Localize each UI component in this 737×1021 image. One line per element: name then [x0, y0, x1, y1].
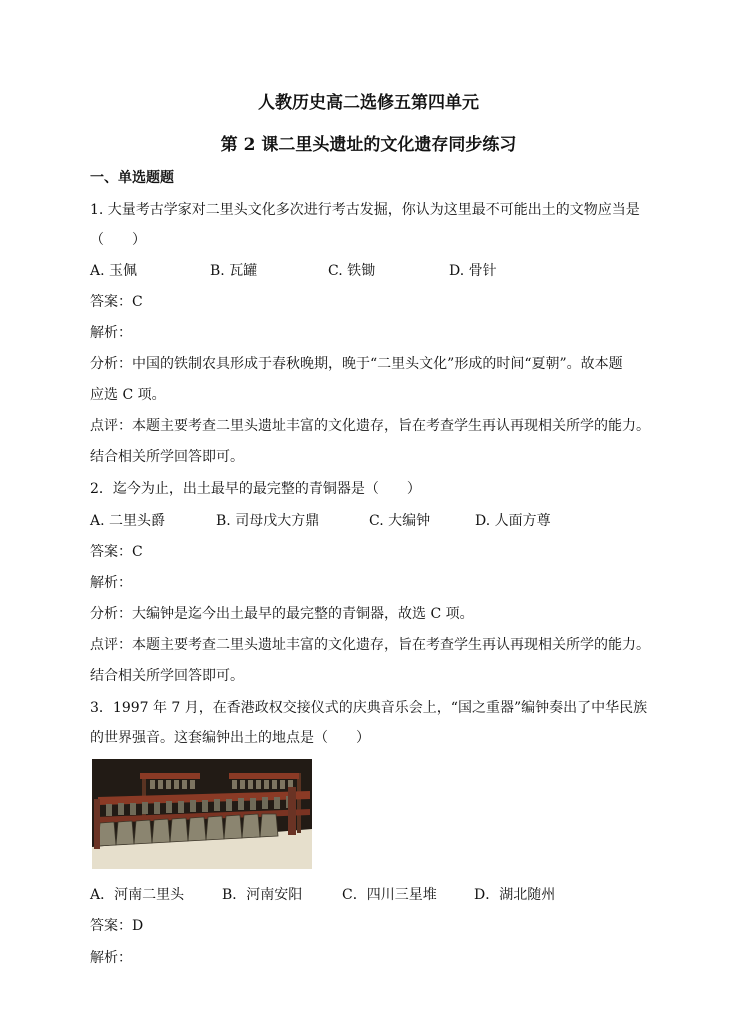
- q1-jiexi-label: 解析：: [90, 325, 132, 341]
- q2-analysis: 分析：大编钟是迄今出土最早的最完整的青铜器，故选 C 项。: [90, 606, 474, 622]
- q3-option-b: B．河南安阳: [222, 887, 303, 903]
- q1-answer: 答案：C: [90, 294, 143, 310]
- q2-option-c: C. 大编钟: [369, 513, 431, 529]
- bianzhong-bells-photo: [92, 759, 312, 869]
- q1-option-d: D. 骨针: [449, 263, 497, 279]
- q2-answer: 答案：C: [90, 544, 143, 560]
- q2-stem: 2．迄今为止，出土最早的最完整的青铜器是（ ）: [90, 481, 421, 497]
- q1-option-a: A. 玉佩: [90, 263, 138, 279]
- section-heading: 一、单选题题: [90, 170, 174, 186]
- q2-option-b: B. 司母戊大方鼎: [216, 513, 320, 529]
- q1-stem-line2: （ ）: [90, 232, 146, 248]
- q1-option-c: C. 铁锄: [328, 263, 376, 279]
- q1-analysis-line2: 应选 C 项。: [90, 387, 166, 403]
- title-unit: 人教历史高二选修五第四单元: [258, 93, 479, 113]
- q2-comment-line1: 点评：本题主要考查二里头遗址丰富的文化遗存，旨在考查学生再认再现相关所学的能力。: [90, 637, 650, 653]
- q3-option-c: C．四川三星堆: [342, 887, 437, 903]
- q3-jiexi-label: 解析：: [90, 950, 132, 966]
- q1-comment-line1: 点评：本题主要考查二里头遗址丰富的文化遗存，旨在考查学生再认再现相关所学的能力。: [90, 418, 650, 434]
- q2-option-d: D. 人面方尊: [475, 513, 551, 529]
- q3-stem-line1: 3．1997 年 7 月，在香港政权交接仪式的庆典音乐会上，“国之重器”编钟奏出了中华民族: [90, 700, 648, 716]
- q3-option-d: D．湖北随州: [474, 887, 556, 903]
- q1-comment-line2: 结合相关所学回答即可。: [90, 449, 244, 465]
- q2-comment-line2: 结合相关所学回答即可。: [90, 668, 244, 684]
- q3-stem-line2: 的世界强音。这套编钟出土的地点是（ ）: [90, 730, 370, 746]
- q2-jiexi-label: 解析：: [90, 575, 132, 591]
- q3-answer: 答案：D: [90, 918, 144, 934]
- title-lesson: 第 2 课二里头遗址的文化遗存同步练习: [220, 135, 517, 155]
- q1-stem-line1: 1. 大量考古学家对二里头文化多次进行考古发掘，你认为这里最不可能出土的文物应当是: [90, 202, 640, 218]
- q1-option-b: B. 瓦罐: [210, 263, 258, 279]
- q1-analysis-line1: 分析：中国的铁制农具形成于春秋晚期，晚于“二里头文化”形成的时间“夏朝”。故本题: [90, 356, 623, 372]
- q2-option-a: A. 二里头爵: [90, 513, 166, 529]
- q3-option-a: A．河南二里头: [90, 887, 185, 903]
